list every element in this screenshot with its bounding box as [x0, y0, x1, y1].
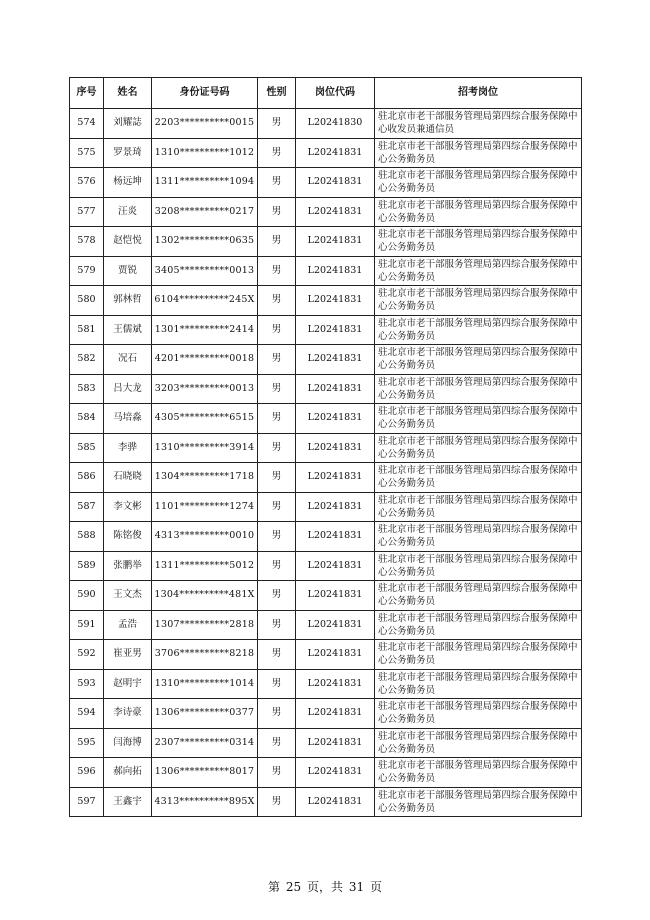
table-body: [70, 109, 582, 817]
serial-cell: 595: [70, 728, 104, 758]
serial-cell: 594: [70, 699, 104, 729]
position-code-cell: L20241831: [296, 581, 375, 611]
id-number-cell: 4313**********895X: [152, 787, 258, 817]
gender-cell: 男: [258, 640, 296, 670]
serial-cell: 576: [70, 168, 104, 198]
gender-cell: 男: [258, 374, 296, 404]
id-number-cell: 6104**********245X: [152, 286, 258, 316]
position-cell: 驻北京市老干部服务管理局第四综合服务保障中心公务勤务员: [375, 286, 582, 316]
position-code-cell: L20241831: [296, 138, 375, 168]
name-cell: 况石: [104, 345, 152, 375]
name-cell: 崔亚男: [104, 640, 152, 670]
position-cell: 驻北京市老干部服务管理局第四综合服务保障中心公务勤务员: [375, 581, 582, 611]
candidate-table: [69, 77, 582, 817]
id-number-cell: 1311**********1094: [152, 168, 258, 198]
id-number-cell: 4313**********0010: [152, 522, 258, 552]
table-row: [70, 551, 582, 581]
gender-cell: 男: [258, 433, 296, 463]
position-cell: 驻北京市老干部服务管理局第四综合服务保障中心公务勤务员: [375, 699, 582, 729]
serial-cell: 586: [70, 463, 104, 493]
page-mid: 页，共: [306, 880, 343, 894]
position-cell: 驻北京市老干部服务管理局第四综合服务保障中心公务勤务员: [375, 669, 582, 699]
table-row: [70, 640, 582, 670]
name-cell: 赵明宇: [104, 669, 152, 699]
id-number-cell: 4201**********0018: [152, 345, 258, 375]
serial-cell: 580: [70, 286, 104, 316]
table-row: [70, 728, 582, 758]
id-number-cell: 1302**********0635: [152, 227, 258, 257]
name-cell: 王文杰: [104, 581, 152, 611]
id-number-cell: 3706**********8218: [152, 640, 258, 670]
gender-cell: 男: [258, 138, 296, 168]
name-cell: 刘耀誌: [104, 109, 152, 139]
id-number-cell: 2203**********0015: [152, 109, 258, 139]
position-code-cell: L20241831: [296, 315, 375, 345]
position-cell: 驻北京市老干部服务管理局第四综合服务保障中心公务勤务员: [375, 758, 582, 788]
gender-cell: 男: [258, 581, 296, 611]
page-total: 31: [348, 880, 365, 894]
position-code-cell: L20241831: [296, 640, 375, 670]
position-cell: 驻北京市老干部服务管理局第四综合服务保障中心公务勤务员: [375, 433, 582, 463]
gender-cell: 男: [258, 699, 296, 729]
table-row: [70, 286, 582, 316]
position-code-cell: L20241831: [296, 551, 375, 581]
position-cell: 驻北京市老干部服务管理局第四综合服务保障中心公务勤务员: [375, 345, 582, 375]
gender-cell: 男: [258, 256, 296, 286]
gender-cell: 男: [258, 758, 296, 788]
table-row: [70, 758, 582, 788]
header-position: 招考岗位: [375, 78, 582, 109]
id-number-cell: 1310**********1012: [152, 138, 258, 168]
position-code-cell: L20241831: [296, 787, 375, 817]
name-cell: 张鹏举: [104, 551, 152, 581]
serial-cell: 583: [70, 374, 104, 404]
position-code-cell: L20241831: [296, 286, 375, 316]
page-prefix: 第: [268, 880, 281, 894]
page-current: 25: [285, 880, 302, 894]
serial-cell: 588: [70, 522, 104, 552]
name-cell: 赵恺悦: [104, 227, 152, 257]
table-row: [70, 345, 582, 375]
position-code-cell: L20241830: [296, 109, 375, 139]
id-number-cell: 1311**********5012: [152, 551, 258, 581]
table-row: [70, 522, 582, 552]
header-position-code: 岗位代码: [296, 78, 375, 109]
table-row: [70, 669, 582, 699]
position-code-cell: L20241831: [296, 669, 375, 699]
header-gender: 性别: [258, 78, 296, 109]
position-code-cell: L20241831: [296, 374, 375, 404]
table-row: [70, 463, 582, 493]
table-row: [70, 699, 582, 729]
table-row: [70, 404, 582, 434]
id-number-cell: 1304**********481X: [152, 581, 258, 611]
name-cell: 罗景琦: [104, 138, 152, 168]
table-row: [70, 581, 582, 611]
gender-cell: 男: [258, 492, 296, 522]
serial-cell: 597: [70, 787, 104, 817]
position-code-cell: L20241831: [296, 345, 375, 375]
gender-cell: 男: [258, 227, 296, 257]
position-code-cell: L20241831: [296, 433, 375, 463]
serial-cell: 574: [70, 109, 104, 139]
serial-cell: 582: [70, 345, 104, 375]
serial-cell: 584: [70, 404, 104, 434]
id-number-cell: 1310**********1014: [152, 669, 258, 699]
name-cell: 郭林哲: [104, 286, 152, 316]
serial-cell: 596: [70, 758, 104, 788]
serial-cell: 593: [70, 669, 104, 699]
table-row: [70, 168, 582, 198]
position-code-cell: L20241831: [296, 256, 375, 286]
table-row: [70, 256, 582, 286]
table-row: [70, 315, 582, 345]
position-cell: 驻北京市老干部服务管理局第四综合服务保障中心公务勤务员: [375, 374, 582, 404]
position-code-cell: L20241831: [296, 227, 375, 257]
name-cell: 李诗豪: [104, 699, 152, 729]
gender-cell: 男: [258, 728, 296, 758]
position-cell: 驻北京市老干部服务管理局第四综合服务保障中心公务勤务员: [375, 787, 582, 817]
id-number-cell: 3405**********0013: [152, 256, 258, 286]
gender-cell: 男: [258, 787, 296, 817]
gender-cell: 男: [258, 404, 296, 434]
gender-cell: 男: [258, 463, 296, 493]
gender-cell: 男: [258, 551, 296, 581]
name-cell: 郝向拓: [104, 758, 152, 788]
position-code-cell: L20241831: [296, 404, 375, 434]
id-number-cell: 1304**********1718: [152, 463, 258, 493]
position-code-cell: L20241831: [296, 522, 375, 552]
id-number-cell: 2307**********0314: [152, 728, 258, 758]
serial-cell: 579: [70, 256, 104, 286]
page-footer: [0, 878, 650, 895]
table-row: [70, 492, 582, 522]
name-cell: 闫海博: [104, 728, 152, 758]
id-number-cell: 1306**********0377: [152, 699, 258, 729]
gender-cell: 男: [258, 315, 296, 345]
name-cell: 汪炎: [104, 197, 152, 227]
position-cell: 驻北京市老干部服务管理局第四综合服务保障中心公务勤务员: [375, 522, 582, 552]
position-cell: 驻北京市老干部服务管理局第四综合服务保障中心公务勤务员: [375, 463, 582, 493]
table-row: [70, 787, 582, 817]
serial-cell: 578: [70, 227, 104, 257]
table-row: [70, 138, 582, 168]
name-cell: 李骅: [104, 433, 152, 463]
position-cell: 驻北京市老干部服务管理局第四综合服务保障中心收发员兼通信员: [375, 109, 582, 139]
name-cell: 马培淼: [104, 404, 152, 434]
position-cell: 驻北京市老干部服务管理局第四综合服务保障中心公务勤务员: [375, 640, 582, 670]
name-cell: 孟浩: [104, 610, 152, 640]
gender-cell: 男: [258, 345, 296, 375]
id-number-cell: 1310**********3914: [152, 433, 258, 463]
name-cell: 吕大龙: [104, 374, 152, 404]
position-cell: 驻北京市老干部服务管理局第四综合服务保障中心公务勤务员: [375, 138, 582, 168]
position-cell: 驻北京市老干部服务管理局第四综合服务保障中心公务勤务员: [375, 551, 582, 581]
name-cell: 王儒斌: [104, 315, 152, 345]
position-cell: 驻北京市老干部服务管理局第四综合服务保障中心公务勤务员: [375, 610, 582, 640]
serial-cell: 589: [70, 551, 104, 581]
id-number-cell: 1306**********8017: [152, 758, 258, 788]
position-code-cell: L20241831: [296, 728, 375, 758]
position-cell: 驻北京市老干部服务管理局第四综合服务保障中心公务勤务员: [375, 404, 582, 434]
position-code-cell: L20241831: [296, 699, 375, 729]
table-row: [70, 109, 582, 139]
serial-cell: 575: [70, 138, 104, 168]
position-code-cell: L20241831: [296, 197, 375, 227]
name-cell: 李文彬: [104, 492, 152, 522]
table-row: [70, 374, 582, 404]
serial-cell: 587: [70, 492, 104, 522]
position-code-cell: L20241831: [296, 758, 375, 788]
position-code-cell: L20241831: [296, 610, 375, 640]
header-name: 姓名: [104, 78, 152, 109]
id-number-cell: 1101**********1274: [152, 492, 258, 522]
table-row: [70, 610, 582, 640]
position-cell: 驻北京市老干部服务管理局第四综合服务保障中心公务勤务员: [375, 315, 582, 345]
id-number-cell: 1307**********2818: [152, 610, 258, 640]
gender-cell: 男: [258, 168, 296, 198]
position-cell: 驻北京市老干部服务管理局第四综合服务保障中心公务勤务员: [375, 256, 582, 286]
position-cell: 驻北京市老干部服务管理局第四综合服务保障中心公务勤务员: [375, 197, 582, 227]
position-cell: 驻北京市老干部服务管理局第四综合服务保障中心公务勤务员: [375, 728, 582, 758]
gender-cell: 男: [258, 286, 296, 316]
gender-cell: 男: [258, 610, 296, 640]
gender-cell: 男: [258, 669, 296, 699]
table-row: [70, 197, 582, 227]
header-id-number: 身份证号码: [152, 78, 258, 109]
table-header-row: [70, 78, 582, 109]
name-cell: 贾锐: [104, 256, 152, 286]
id-number-cell: 3208**********0217: [152, 197, 258, 227]
serial-cell: 581: [70, 315, 104, 345]
gender-cell: 男: [258, 109, 296, 139]
position-code-cell: L20241831: [296, 492, 375, 522]
page-suffix: 页: [369, 880, 382, 894]
table-row: [70, 227, 582, 257]
serial-cell: 592: [70, 640, 104, 670]
gender-cell: 男: [258, 522, 296, 552]
position-code-cell: L20241831: [296, 168, 375, 198]
name-cell: 陈铭俊: [104, 522, 152, 552]
header-serial: 序号: [70, 78, 104, 109]
gender-cell: 男: [258, 197, 296, 227]
serial-cell: 585: [70, 433, 104, 463]
position-code-cell: L20241831: [296, 463, 375, 493]
id-number-cell: 1301**********2414: [152, 315, 258, 345]
id-number-cell: 3203**********0013: [152, 374, 258, 404]
name-cell: 杨远坤: [104, 168, 152, 198]
serial-cell: 590: [70, 581, 104, 611]
position-cell: 驻北京市老干部服务管理局第四综合服务保障中心公务勤务员: [375, 492, 582, 522]
serial-cell: 591: [70, 610, 104, 640]
name-cell: 王鑫宇: [104, 787, 152, 817]
name-cell: 石晓晓: [104, 463, 152, 493]
position-cell: 驻北京市老干部服务管理局第四综合服务保障中心公务勤务员: [375, 168, 582, 198]
serial-cell: 577: [70, 197, 104, 227]
position-cell: 驻北京市老干部服务管理局第四综合服务保障中心公务勤务员: [375, 227, 582, 257]
table-row: [70, 433, 582, 463]
id-number-cell: 4305**********6515: [152, 404, 258, 434]
